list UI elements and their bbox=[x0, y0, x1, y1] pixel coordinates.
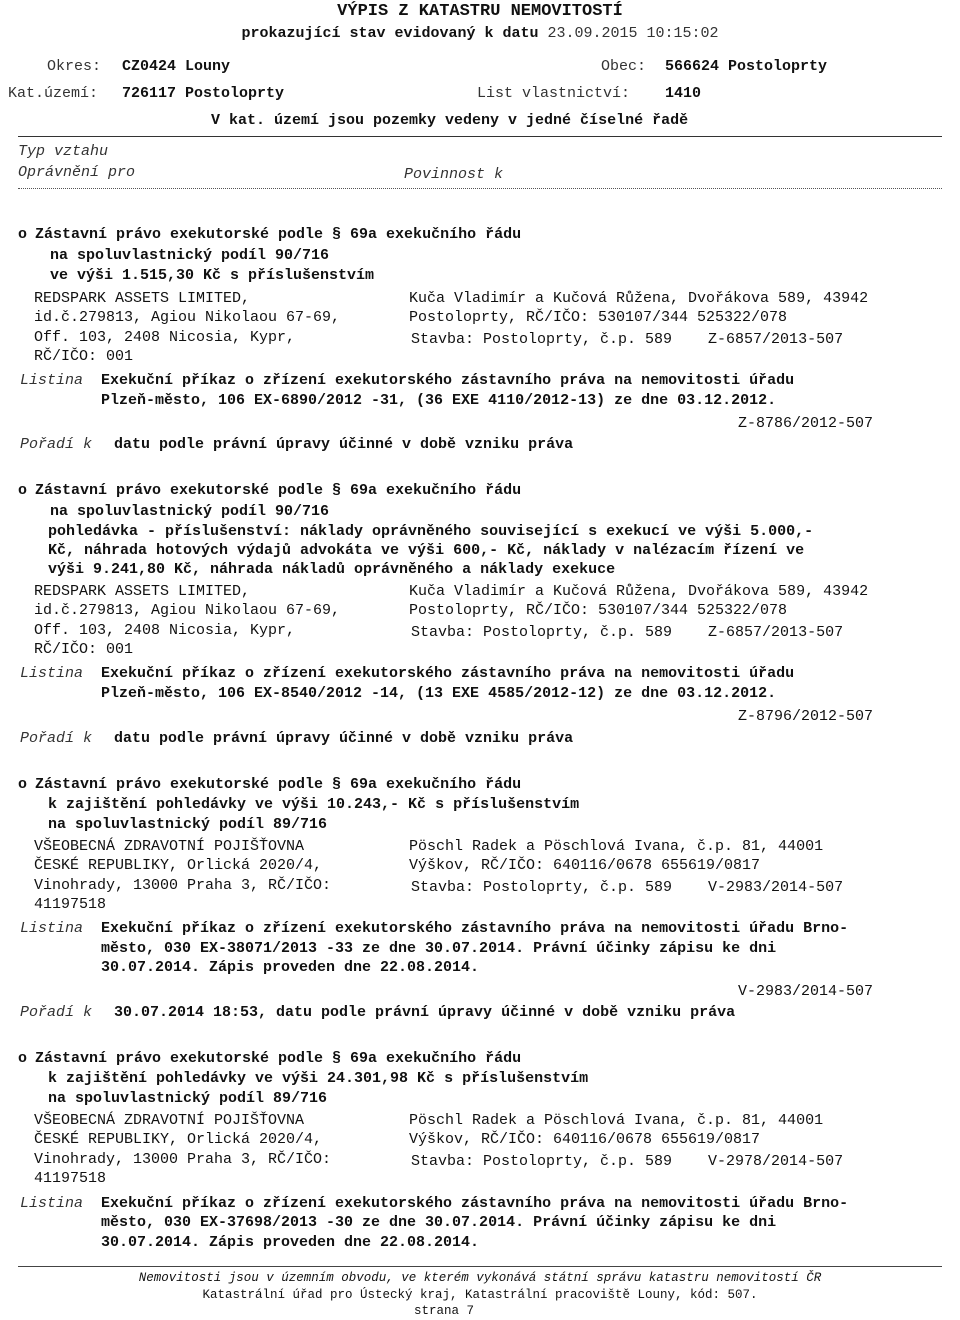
entitled-line: REDSPARK ASSETS LIMITED, bbox=[34, 290, 251, 307]
entitled-line: REDSPARK ASSETS LIMITED, bbox=[34, 583, 251, 600]
entry-line: na spoluvlastnický podíl 90/716 bbox=[50, 247, 330, 264]
entitled-line: Vinohrady, 13000 Praha 3, RČ/IČO: bbox=[34, 1151, 332, 1168]
listina-line: město, 030 EX-38071/2013 -33 ze dne 30.07.2014. Právní účinky zápisu ke dni bbox=[101, 940, 777, 957]
list-label: List vlastnictví: bbox=[477, 85, 631, 102]
entitled-line: 41197518 bbox=[34, 896, 107, 913]
entry-line: na spoluvlastnický podíl 89/716 bbox=[48, 816, 328, 833]
entry-title: Zástavní právo exekutorské podle § 69a exekučního řádu bbox=[35, 226, 522, 243]
poradi-value: datu podle právní úpravy účinné v době vzniku práva bbox=[114, 730, 574, 747]
entitled-line: ČESKÉ REPUBLIKY, Orlická 2020/4, bbox=[34, 857, 323, 874]
column-typ-vztahu: Typ vztahu bbox=[18, 143, 109, 160]
obliged-line: Kuča Vladimír a Kučová Růžena, Dvořákova 589, 43942 bbox=[409, 290, 869, 307]
listina-line: Plzeň-město, 106 EX-6890/2012 -31, (36 EXE 4110/2012-13) ze dne 03.12.2012. bbox=[101, 392, 777, 409]
entry-line: ve výši 1.515,30 Kč s příslušenstvím bbox=[50, 267, 375, 284]
katuzemi-value: 726117 Postoloprty bbox=[122, 85, 285, 102]
footer-line-1: Nemovitosti jsou v územním obvodu, ve kterém vykonává státní správu katastru nemovitostí ČR bbox=[138, 1271, 822, 1285]
footer-line-2: Katastrální úřad pro Ústecký kraj, Katastrální pracoviště Louny, kód: 507. bbox=[202, 1288, 758, 1302]
entry-ref: V-2983/2014-507 bbox=[738, 983, 874, 1000]
document-subtitle bbox=[0, 24, 960, 44]
listina-line: Exekuční příkaz o zřízení exekutorského zástavního práva na nemovitosti úřadu Brno- bbox=[101, 1195, 849, 1212]
entry-line: pohledávka - příslušenství: náklady oprávněného související s exekucí ve výši 5.000,- bbox=[48, 523, 814, 540]
obliged-line: Postoloprty, RČ/IČO: 530107/344 525322/078 bbox=[409, 309, 788, 326]
obec-label: Obec: bbox=[601, 58, 647, 75]
entry-line: na spoluvlastnický podíl 89/716 bbox=[48, 1090, 328, 1107]
list-value: 1410 bbox=[665, 85, 702, 102]
entry-line: na spoluvlastnický podíl 90/716 bbox=[50, 503, 330, 520]
entry-bullet: o bbox=[18, 1050, 28, 1067]
listina-line: město, 030 EX-37698/2013 -30 ze dne 30.07.2014. Právní účinky zápisu ke dni bbox=[101, 1214, 777, 1231]
entitled-line: VŠEOBECNÁ ZDRAVOTNÍ POJIŠŤOVNA bbox=[34, 838, 305, 855]
listina-label: Listina bbox=[20, 665, 84, 682]
obliged-line: Výškov, RČ/IČO: 640116/0678 655619/0817 bbox=[409, 857, 761, 874]
entry-line: k zajištění pohledávky ve výši 10.243,- Kč s příslušenstvím bbox=[48, 796, 580, 813]
column-separator bbox=[18, 188, 942, 189]
entitled-line: Off. 103, 2408 Nicosia, Kypr, bbox=[34, 329, 296, 346]
entitled-line: Off. 103, 2408 Nicosia, Kypr, bbox=[34, 622, 296, 639]
header-note: V kat. území jsou pozemky vedeny v jedné číselné řadě bbox=[211, 112, 689, 129]
poradi-label: Pořadí k bbox=[20, 1004, 93, 1021]
obliged-line: Kuča Vladimír a Kučová Růžena, Dvořákova 589, 43942 bbox=[409, 583, 869, 600]
entry-line: výši 9.241,80 Kč, náhrada nákladů oprávněného a náklady exekuce bbox=[48, 561, 616, 578]
okres-value: CZ0424 Louny bbox=[122, 58, 231, 75]
poradi-label: Pořadí k bbox=[20, 730, 93, 747]
entitled-line: VŠEOBECNÁ ZDRAVOTNÍ POJIŠŤOVNA bbox=[34, 1112, 305, 1129]
obliged-line: Stavba: Postoloprty, č.p. 589 V-2983/2014-507 bbox=[411, 879, 844, 896]
obec-value: 566624 Postoloprty bbox=[665, 58, 828, 75]
entry-title: Zástavní právo exekutorské podle § 69a exekučního řádu bbox=[35, 776, 522, 793]
column-povinnost-k: Povinnost k bbox=[404, 166, 504, 183]
listina-line: Exekuční příkaz o zřízení exekutorského zástavního práva na nemovitosti úřadu Brno- bbox=[101, 920, 849, 937]
entitled-line: Vinohrady, 13000 Praha 3, RČ/IČO: bbox=[34, 877, 332, 894]
entry-line: Kč, náhrada hotových výdajů advokáta ve výši 600,- Kč, náklady v nalézacím řízení ve bbox=[48, 542, 805, 559]
entitled-line: id.č.279813, Agiou Nikolaou 67-69, bbox=[34, 602, 341, 619]
entry-bullet: o bbox=[18, 226, 28, 243]
listina-line: 30.07.2014. Zápis proveden dne 22.08.2014. bbox=[101, 1234, 480, 1251]
obliged-line: Pöschl Radek a Pöschlová Ivana, č.p. 81, 44001 bbox=[409, 1112, 824, 1129]
obliged-line: Stavba: Postoloprty, č.p. 589 Z-6857/2013-507 bbox=[411, 624, 844, 641]
entry-line: k zajištění pohledávky ve výši 24.301,98 Kč s příslušenstvím bbox=[48, 1070, 589, 1087]
page-number: strana 7 bbox=[413, 1304, 474, 1318]
obliged-line: Postoloprty, RČ/IČO: 530107/344 525322/078 bbox=[409, 602, 788, 619]
listina-line: 30.07.2014. Zápis proveden dne 22.08.2014. bbox=[101, 959, 480, 976]
obliged-line: Stavba: Postoloprty, č.p. 589 Z-6857/2013-507 bbox=[411, 331, 844, 348]
obliged-line: Stavba: Postoloprty, č.p. 589 V-2978/2014-507 bbox=[411, 1153, 844, 1170]
listina-label: Listina bbox=[20, 920, 84, 937]
listina-line: Exekuční příkaz o zřízení exekutorského zástavního práva na nemovitosti úřadu bbox=[101, 665, 795, 682]
listina-label: Listina bbox=[20, 1195, 84, 1212]
obliged-line: Pöschl Radek a Pöschlová Ivana, č.p. 81, 44001 bbox=[409, 838, 824, 855]
obliged-line: Výškov, RČ/IČO: 640116/0678 655619/0817 bbox=[409, 1131, 761, 1148]
entitled-line: RČ/IČO: 001 bbox=[34, 641, 134, 658]
entitled-line: 41197518 bbox=[34, 1170, 107, 1187]
entry-bullet: o bbox=[18, 482, 28, 499]
subtitle-date: 23.09.2015 10:15:02 bbox=[547, 25, 719, 42]
footer-separator bbox=[18, 1266, 942, 1267]
entry-bullet: o bbox=[18, 776, 28, 793]
document-title: VÝPIS Z KATASTRU NEMOVITOSTÍ bbox=[337, 2, 623, 21]
entitled-line: id.č.279813, Agiou Nikolaou 67-69, bbox=[34, 309, 341, 326]
header-separator bbox=[18, 136, 942, 137]
poradi-label: Pořadí k bbox=[20, 436, 93, 453]
subtitle-text: prokazující stav evidovaný k datu bbox=[241, 25, 539, 42]
entry-title: Zástavní právo exekutorské podle § 69a exekučního řádu bbox=[35, 482, 522, 499]
entry-title: Zástavní právo exekutorské podle § 69a exekučního řádu bbox=[35, 1050, 522, 1067]
entry-ref: Z-8786/2012-507 bbox=[738, 415, 874, 432]
column-opravneni-pro: Oprávnění pro bbox=[18, 164, 136, 181]
entitled-line: ČESKÉ REPUBLIKY, Orlická 2020/4, bbox=[34, 1131, 323, 1148]
okres-label: Okres: bbox=[47, 58, 102, 75]
listina-line: Exekuční příkaz o zřízení exekutorského zástavního práva na nemovitosti úřadu bbox=[101, 372, 795, 389]
poradi-value: datu podle právní úpravy účinné v době vzniku práva bbox=[114, 436, 574, 453]
poradi-value: 30.07.2014 18:53, datu podle právní úpravy účinné v době vzniku práva bbox=[114, 1004, 736, 1021]
katuzemi-label: Kat.území: bbox=[8, 85, 99, 102]
entry-ref: Z-8796/2012-507 bbox=[738, 708, 874, 725]
listina-line: Plzeň-město, 106 EX-8540/2012 -14, (13 EXE 4585/2012-12) ze dne 03.12.2012. bbox=[101, 685, 777, 702]
listina-label: Listina bbox=[20, 372, 84, 389]
entitled-line: RČ/IČO: 001 bbox=[34, 348, 134, 365]
